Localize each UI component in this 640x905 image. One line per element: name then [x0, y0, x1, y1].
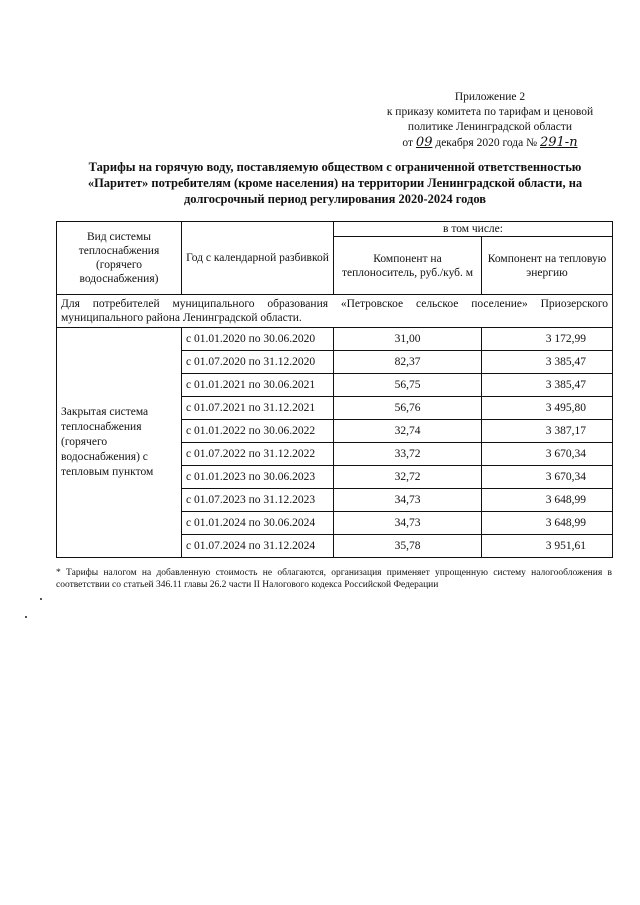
date-prefix: от — [402, 137, 414, 149]
carrier-value-cell: 31,00 — [334, 328, 482, 351]
appendix-block — [360, 90, 620, 151]
thermal-value-cell: 3 670,34 — [482, 466, 613, 489]
scan-speck — [25, 616, 27, 618]
carrier-value-cell: 34,73 — [334, 512, 482, 535]
table-row — [57, 328, 613, 351]
section-row — [57, 295, 613, 328]
thermal-value-cell: 3 951,61 — [482, 535, 613, 558]
appendix-title: Приложение 2 — [454, 91, 526, 103]
carrier-value-cell: 82,37 — [334, 351, 482, 374]
header-period: Год с календарной разбивкой — [182, 222, 334, 295]
header-row — [57, 222, 613, 237]
date-day: 09 — [415, 135, 433, 150]
carrier-value-cell: 56,76 — [334, 397, 482, 420]
thermal-value-cell: 3 385,47 — [482, 351, 613, 374]
scan-speck — [40, 598, 42, 600]
carrier-value-cell: 32,74 — [334, 420, 482, 443]
tariff-table — [56, 221, 613, 558]
carrier-value-cell: 56,75 — [334, 374, 482, 397]
period-cell: с 01.01.2023 по 30.06.2023 — [182, 466, 334, 489]
carrier-value-cell: 32,72 — [334, 466, 482, 489]
thermal-value-cell: 3 387,17 — [482, 420, 613, 443]
carrier-value-cell: 35,78 — [334, 535, 482, 558]
header-carrier: Компонент на теплоноситель, руб./куб. м — [334, 237, 482, 295]
period-cell: с 01.01.2021 по 30.06.2021 — [182, 374, 334, 397]
carrier-value-cell: 33,72 — [334, 443, 482, 466]
header-thermal: Компонент на тепловую энергию — [482, 237, 613, 295]
document-title: Тарифы на горячую воду, поставляемую обществом с ограниченной ответственностью «Паритет» потребителям (кроме населения) на территории Ленинградской области, на долгосрочный период регулирования 2020-2024 годов — [87, 160, 583, 206]
system-type-cell: Закрытая система теплоснабжения (горячего водоснабжения) с тепловым пунктом — [57, 328, 182, 558]
thermal-value-cell: 3 670,34 — [482, 443, 613, 466]
appendix-date-line — [360, 135, 620, 151]
appendix-line-1: к приказу комитета по тарифам и ценовой — [386, 106, 594, 118]
carrier-value-cell: 34,73 — [334, 489, 482, 512]
period-cell: с 01.01.2024 по 30.06.2024 — [182, 512, 334, 535]
thermal-value-cell: 3 648,99 — [482, 512, 613, 535]
period-cell: с 01.01.2022 по 30.06.2022 — [182, 420, 334, 443]
order-number: 291-п — [539, 135, 578, 150]
period-cell: с 01.07.2022 по 31.12.2022 — [182, 443, 334, 466]
thermal-value-cell: 3 648,99 — [482, 489, 613, 512]
thermal-value-cell: 3 495,80 — [482, 397, 613, 420]
section-caption: Для потребителей муниципального образования «Петровское сельское поселение» Приозерского муниципального района Ленинградской области. — [57, 295, 613, 328]
period-cell: с 01.07.2023 по 31.12.2023 — [182, 489, 334, 512]
thermal-value-cell: 3 385,47 — [482, 374, 613, 397]
period-cell: с 01.01.2020 по 30.06.2020 — [182, 328, 334, 351]
header-system: Вид системы теплоснабжения (горячего водоснабжения) — [57, 222, 182, 295]
period-cell: с 01.07.2021 по 31.12.2021 — [182, 397, 334, 420]
thermal-value-cell: 3 172,99 — [482, 328, 613, 351]
period-cell: с 01.07.2024 по 31.12.2024 — [182, 535, 334, 558]
period-cell: с 01.07.2020 по 31.12.2020 — [182, 351, 334, 374]
date-rest: декабря 2020 года № — [435, 137, 538, 149]
header-including: в том числе: — [334, 222, 613, 237]
footnote: * Тарифы налогом на добавленную стоимость не облагаются, организация применяет упрощенную систему налогообложения в соответствии со статьей 346.11 главы 26.2 части II Налогового кодекса Российской Федерации — [56, 568, 612, 590]
appendix-line-2: политике Ленинградской области — [407, 121, 573, 133]
